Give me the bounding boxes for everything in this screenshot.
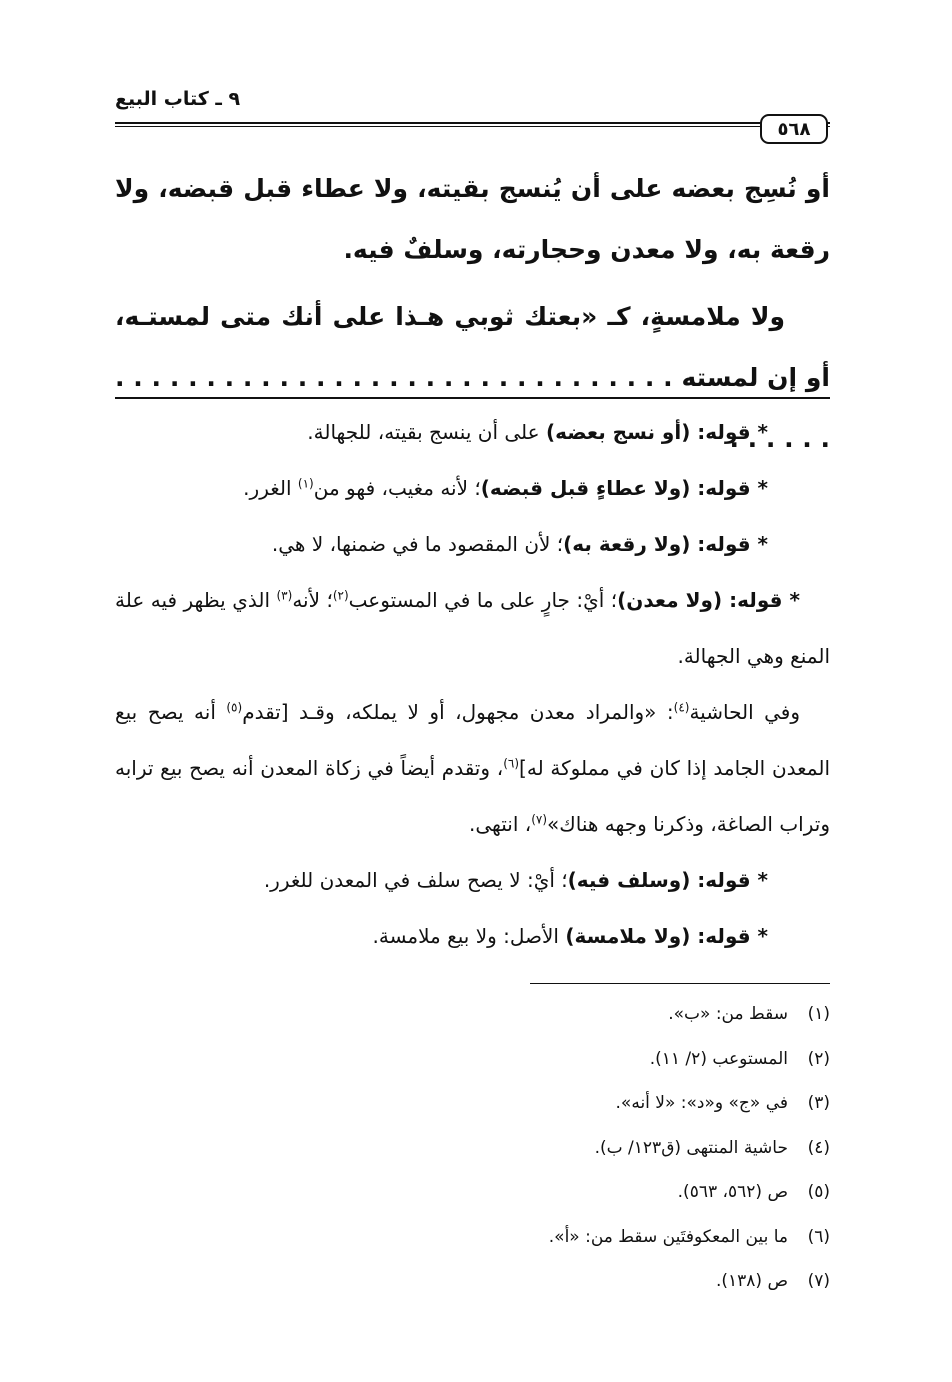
footnote	[115, 1170, 830, 1215]
footnote	[115, 1126, 830, 1171]
commentary-text: ؛ لأنه مغيب، فهو من	[313, 476, 481, 500]
commentary-text: ؛ لأن المقصود ما في ضمنها، لا هي.	[271, 532, 564, 556]
footnote	[115, 1037, 830, 1082]
footnote-text: ما بين المعكوفتَين سقط من: «أ».	[548, 1226, 788, 1247]
commentary-text: ، انتهى.	[469, 812, 532, 836]
commentary-text: على أن ينسج بقيته، للجهالة.	[307, 420, 546, 444]
footnote-number: (٦)	[807, 1226, 830, 1247]
commentary-text: الأصل: ولا بيع ملامسة.	[372, 924, 566, 948]
commentary-keyword: * قوله: (ولا رقعة به)	[563, 532, 768, 556]
commentary-item	[115, 404, 830, 460]
commentary-item	[115, 516, 830, 572]
commentary-keyword: * قوله: (ولا ملامسة)	[565, 924, 768, 948]
header-rule-thin	[115, 126, 830, 127]
footnote-text: في «ج» و«د»: «لا أنه».	[615, 1093, 788, 1113]
footnote-number: (٣)	[807, 1093, 830, 1113]
footnote-number: (٧)	[807, 1271, 830, 1291]
footnote-number: (١)	[807, 1004, 830, 1024]
chapter-title: ٩ ـ كتاب البيع	[115, 88, 241, 110]
commentary-text: ؛ أيْ: لا يصح سلف في المعدن للغرر.	[263, 868, 568, 892]
footnote-text: سقط من: «ب».	[668, 1004, 788, 1024]
commentary-text: وفي الحاشية	[689, 700, 800, 724]
footnote	[115, 1259, 830, 1304]
commentary-text: الذي يظهر فيه علة المنع وهي الجهالة.	[115, 588, 830, 668]
footnote-number: (٥)	[807, 1182, 830, 1202]
page-number: ٥٦٨	[760, 114, 828, 144]
footnote-ref[interactable]: (٢)	[332, 588, 349, 603]
commentary-text: ؛ لأنه	[292, 588, 333, 612]
commentary-text: أنه يصح بيع المعدن الجامد إذا كان في مملوكة له]	[115, 700, 830, 780]
footnote	[115, 1081, 830, 1126]
commentary-keyword: * قوله: (ولا معدن)	[617, 588, 800, 612]
commentary-item	[115, 852, 830, 908]
footnote-separator	[530, 983, 830, 984]
footnote-text: ص (١٣٨).	[715, 1271, 788, 1291]
footnote	[115, 1215, 830, 1260]
commentary-text: ، وتقدم أيضاً في زكاة المعدن أنه يصح بيع ترابه وتراب الصاغة، وذكرنا وجهه هناك»	[115, 756, 830, 836]
continuation-dots: . . . . . . . . . . . . . . . . . . . . . . . . . . . . . . . . . . . . .	[115, 363, 830, 453]
footnote	[115, 992, 830, 1037]
footnote-text: المستوعب (٢/ ١١).	[649, 1048, 788, 1069]
footnote-ref[interactable]: (٥)	[226, 700, 243, 715]
footnote-ref[interactable]: (٣)	[276, 588, 293, 603]
footnote-ref[interactable]: (١)	[297, 476, 314, 491]
footnotes	[115, 992, 830, 1304]
commentary-keyword: * قوله: (أو نسج بعضه)	[545, 420, 768, 444]
footnote-number: (٢)	[807, 1048, 830, 1069]
commentary	[115, 404, 830, 964]
text-separator	[115, 397, 830, 399]
header-rule	[115, 122, 830, 124]
main-paragraph-2-text: ولا ملامسةٍ، كـ «بعتك ثوبي هـذا على أنك متى لمستـه، أو إن لمسته	[115, 302, 830, 392]
footnote-text: ص (٥٦٢، ٥٦٣).	[677, 1182, 788, 1202]
footnote-text: حاشية المنتهى (ق١٢٣/ ب).	[594, 1137, 788, 1158]
commentary-text: ؛ أيْ: جارٍ على ما في المستوعب	[348, 588, 618, 612]
footnote-ref[interactable]: (٦)	[503, 756, 520, 771]
commentary-text: الغرر.	[243, 476, 298, 500]
commentary-text: : «والمراد معدن مجهول، أو لا يملكه، وقـد [تقدم	[242, 700, 674, 724]
footnote-ref[interactable]: (٧)	[531, 812, 548, 827]
main-paragraph-1: أو نُسِج بعضه على أن يُنسج بقيته، ولا عطاء قبل قبضه، ولا رقعة به، ولا معدن وحجارته، وسلفٌ فيه.	[115, 174, 830, 264]
commentary-keyword: * قوله: (ولا عطاءٍ قبل قبضه)	[480, 476, 768, 500]
commentary-item	[115, 460, 830, 516]
commentary-item	[115, 572, 830, 684]
commentary-paragraph	[115, 684, 830, 852]
footnote-number: (٤)	[807, 1137, 830, 1158]
commentary-keyword: * قوله: (وسلف فيه)	[567, 868, 768, 892]
commentary-item	[115, 908, 830, 964]
footnote-ref[interactable]: (٤)	[673, 700, 690, 715]
